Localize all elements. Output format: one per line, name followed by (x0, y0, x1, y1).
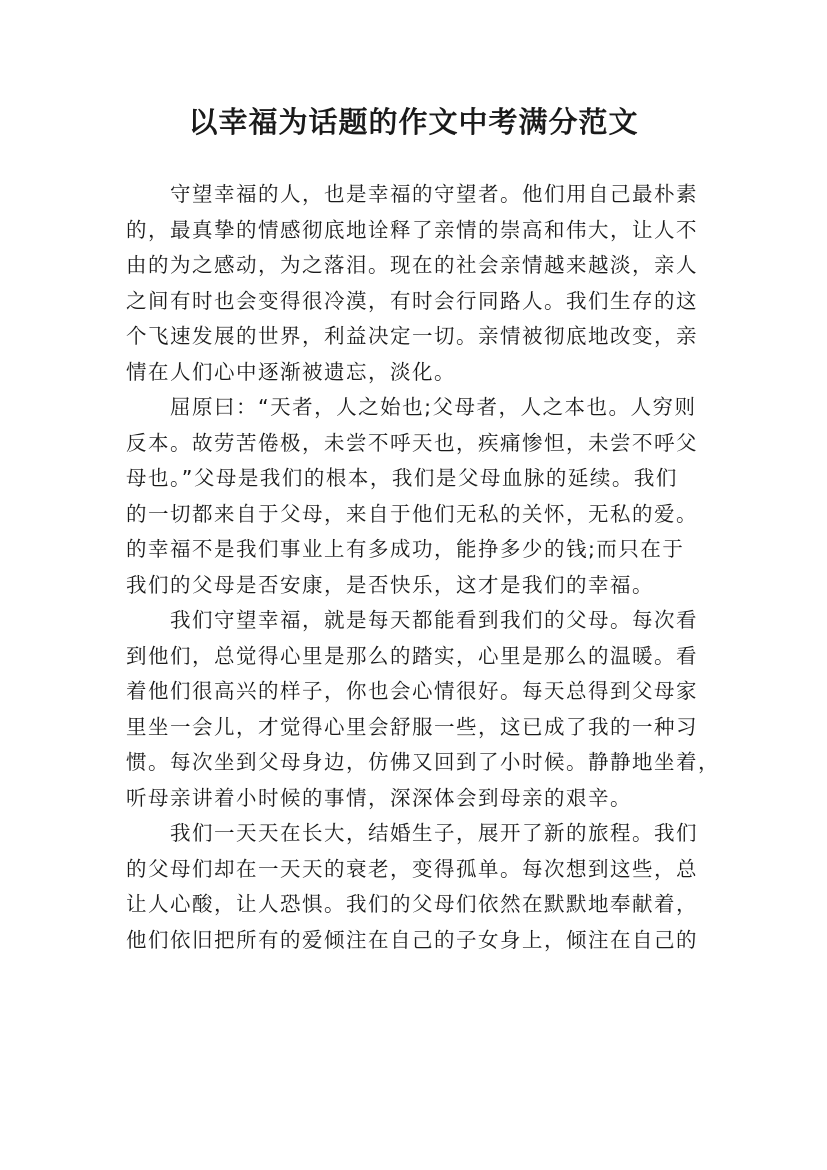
text-line: 里坐一会儿，才觉得心里会舒服一些，这已成了我的一种习 (126, 714, 698, 739)
text-line: 由的为之感动，为之落泪。现在的社会亲情越来越淡，亲人 (126, 253, 698, 277)
text-line: 的幸福不是我们事业上有多成功，能挣多少的钱;而只在于 (126, 537, 685, 561)
text-line: 他们依旧把所有的爱倾注在自己的子女身上，倾注在自己的 (126, 927, 698, 952)
text-line: 我们守望幸福，就是每天都能看到我们的父母。每次看 (170, 608, 698, 632)
text-line: 的，最真挚的情感彻底地诠释了亲情的崇高和伟大，让人不 (126, 217, 698, 242)
text-line: 听母亲讲着小时候的事情，深深体会到母亲的艰辛。 (126, 785, 632, 810)
text-line: 屈原曰：“天者，人之始也;父母者，人之本也。人穷则 (170, 395, 697, 419)
text-line: 之间有时也会变得很冷漠，有时会行同路人。我们生存的这 (126, 288, 698, 313)
paragraph-2 (126, 390, 706, 603)
text-line: 情在人们心中逐渐被遗忘，淡化。 (126, 359, 456, 384)
text-line: 到他们，总觉得心里是那么的踏实，心里是那么的温暖。看 (126, 643, 698, 668)
text-line: 我们一天天在长大，结婚生子，展开了新的旅程。我们 (170, 821, 698, 845)
text-line: 惯。每次坐到父母身边，仿佛又回到了小时候。静静地坐着， (126, 750, 720, 774)
text-line: 守望幸福的人，也是幸福的守望者。他们用自己最朴素 (170, 182, 698, 206)
text-line: 的一切都来自于父母，来自于他们无私的关怀，无私的爱。 (126, 501, 698, 526)
text-line: 个飞速发展的世界，利益决定一切。亲情被彻底地改变，亲 (126, 324, 698, 348)
text-line: 让人心酸，让人恐惧。我们的父母们依然在默默地奉献着， (126, 892, 698, 916)
document-title: 以幸福为话题的作文中考满分范文 (188, 105, 639, 139)
text-line: 反本。故劳苦倦极，未尝不呼天也，疾痛惨怛，未尝不呼父 (126, 430, 698, 455)
text-line: 母也。”父母是我们的根本，我们是父母血脉的延续。我们 (126, 466, 678, 490)
paragraph-4 (126, 816, 706, 958)
text-line: 我们的父母是否安康，是否快乐，这才是我们的幸福。 (126, 572, 654, 597)
text-line: 的父母们却在一天天的衰老，变得孤单。每次想到这些，总 (126, 856, 698, 881)
text-line: 着他们很高兴的样子，你也会心情很好。每天总得到父母家 (126, 679, 698, 703)
paragraph-3 (126, 603, 720, 816)
document-body (126, 177, 720, 958)
paragraph-1 (126, 177, 706, 390)
